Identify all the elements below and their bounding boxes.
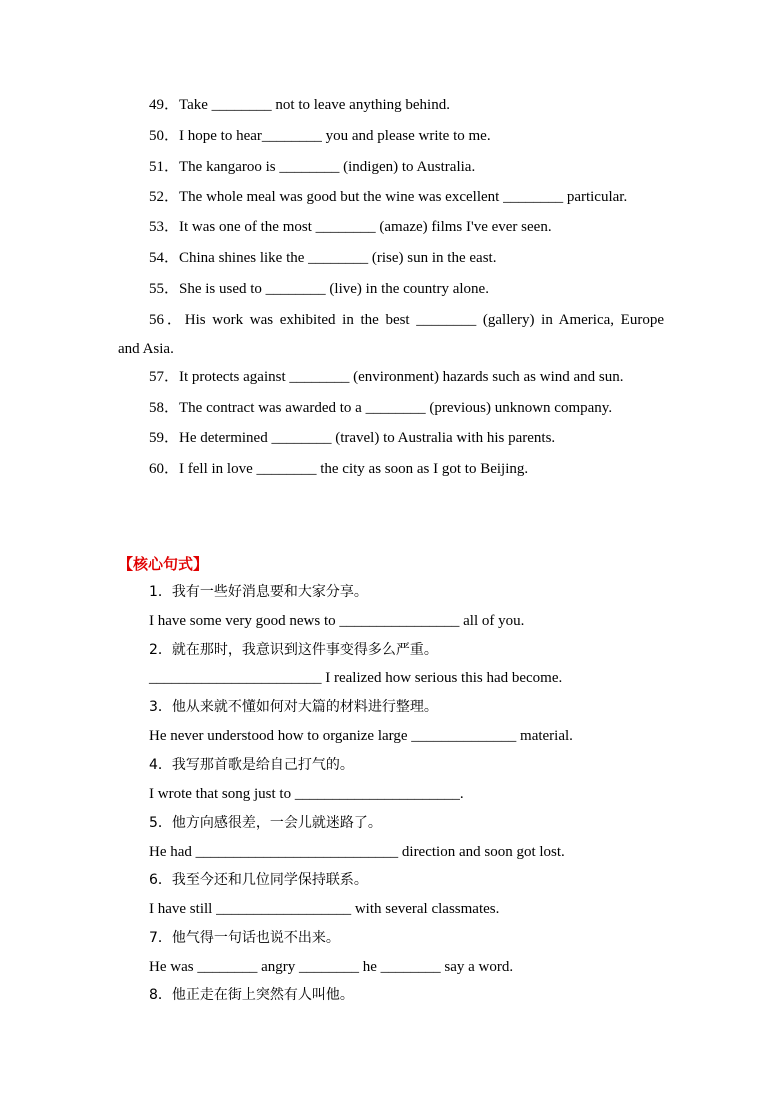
core-sentence-6-english: I have still __________________ with several classmates. xyxy=(149,901,500,917)
section-heading: 【核心句式】 xyxy=(118,555,209,573)
core-sentence-3-english: He never understood how to organize large ______________ material. xyxy=(149,728,573,744)
exercise-49: 49．Take ________ not to leave anything behind. xyxy=(149,97,450,113)
exercise-54: 54．China shines like the ________ (rise) sun in the east. xyxy=(149,250,497,266)
core-sentence-7-english: He was ________ angry ________ he ________ say a word. xyxy=(149,959,514,975)
exercise-59: 59．He determined ________ (travel) to Australia with his parents. xyxy=(149,430,556,446)
exercise-52: 52．The whole meal was good but the wine was excellent ________ particular. xyxy=(149,189,628,205)
core-sentence-7-chinese: 7．他气得一句话也说不出来。 xyxy=(149,930,340,946)
exercise-60: 60．I fell in love ________ the city as soon as I got to Beijing. xyxy=(149,461,529,477)
core-sentence-4-chinese: 4．我写那首歌是给自己打气的。 xyxy=(149,757,354,773)
exercise-57: 57．It protects against ________ (environment) hazards such as wind and sun. xyxy=(149,369,624,385)
core-sentence-1-chinese: 1．我有一些好消息要和大家分享。 xyxy=(149,584,368,600)
core-sentence-2-chinese: 2．就在那时，我意识到这件事变得多么严重。 xyxy=(149,642,438,658)
core-sentence-5-english: He had ___________________________ direction and soon got lost. xyxy=(149,844,565,860)
exercise-53: 53．It was one of the most ________ (amaze) films I've ever seen. xyxy=(149,219,552,235)
core-sentence-4-english: I wrote that song just to ______________________. xyxy=(149,786,464,802)
core-sentence-6-chinese: 6．我至今还和几位同学保持联系。 xyxy=(149,872,368,888)
exercise-55: 55．She is used to ________ (live) in the country alone. xyxy=(149,281,489,297)
core-sentence-8-chinese: 8．他正走在街上突然有人叫他。 xyxy=(149,987,354,1003)
exercise-56-continuation: and Asia. xyxy=(118,341,174,357)
exercise-56: 56．His work was exhibited in the best ________ (gallery) in America, Europe xyxy=(149,312,664,328)
exercise-51: 51．The kangaroo is ________ (indigen) to Australia. xyxy=(149,159,476,175)
exercise-58: 58．The contract was awarded to a ________ (previous) unknown company. xyxy=(149,400,613,416)
core-sentence-5-chinese: 5．他方向感很差，一会儿就迷路了。 xyxy=(149,815,382,831)
core-sentence-1-english: I have some very good news to ________________ all of you. xyxy=(149,613,525,629)
core-sentence-3-chinese: 3．他从来就不懂如何对大篇的材料进行整理。 xyxy=(149,699,438,715)
exercise-50: 50．I hope to hear________ you and please write to me. xyxy=(149,128,491,144)
core-sentence-2-english: _______________________ I realized how serious this had become. xyxy=(149,670,563,686)
